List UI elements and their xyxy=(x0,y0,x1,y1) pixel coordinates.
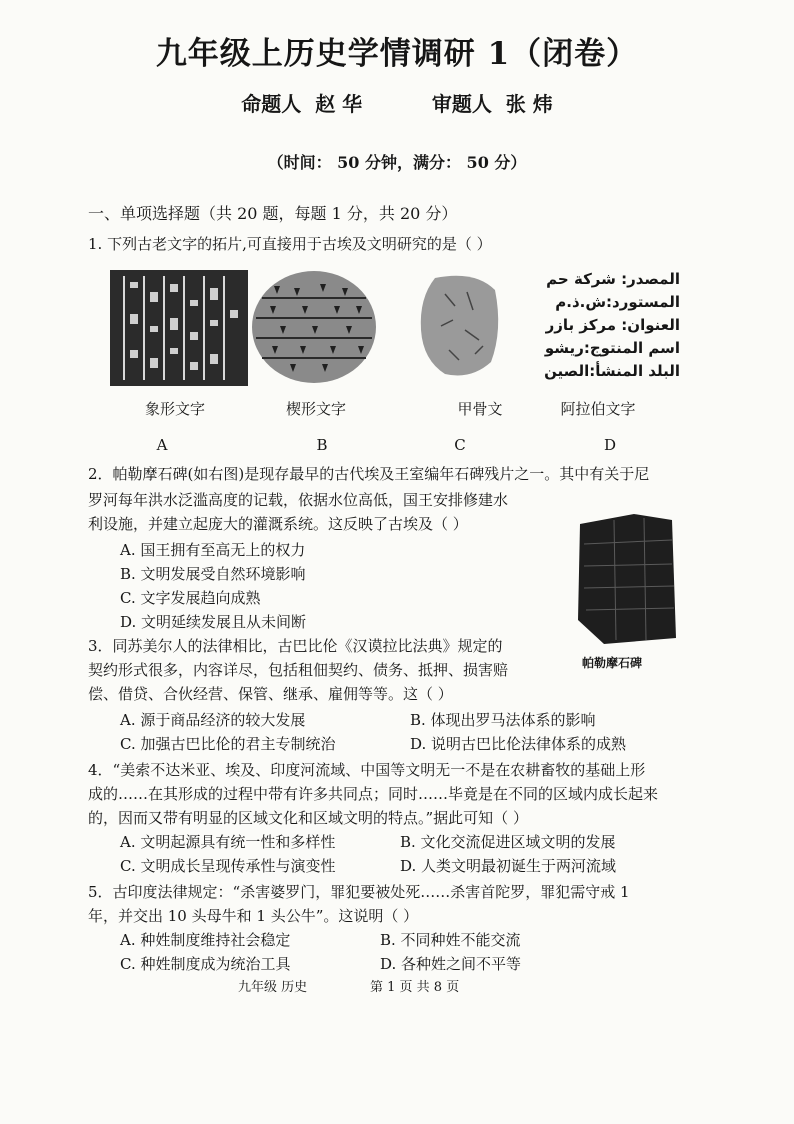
q2-option-a: A. 国王拥有至高无上的权力 xyxy=(120,541,306,559)
q4-option-d: D. 人类文明最初诞生于两河流域 xyxy=(400,857,617,875)
q2-line-1: 2．帕勒摩石碑(如右图)是现存最早的古代埃及王室编年石碑残片之一。其中有关于尼 xyxy=(88,465,650,483)
q3-option-c: C. 加强古巴比伦的君主专制统治 xyxy=(120,735,336,753)
caption-hieroglyph: 象形文字 xyxy=(144,400,205,418)
q3-line-1: 3．同苏美尔人的法律相比，古巴比伦《汉谟拉比法典》规定的 xyxy=(88,637,503,655)
q2-line-3: 利设施，并建立起庞大的灌溉系统。这反映了古埃及（ ） xyxy=(88,515,468,533)
q4-option-b: B. 文化交流促进区域文明的发展 xyxy=(400,833,616,851)
caption-cuneiform: 楔形文字 xyxy=(285,400,346,418)
q3-option-b: B. 体现出罗马法体系的影响 xyxy=(410,711,596,729)
q4-option-a: A. 文明起源具有统一性和多样性 xyxy=(120,833,336,851)
q5-option-c: C. 种姓制度成为统治工具 xyxy=(120,955,291,973)
footer-grade: 九年级 历史 xyxy=(238,980,308,995)
q2-option-c: C. 文字发展趋向成熟 xyxy=(120,589,261,607)
option-letter-c: C xyxy=(454,436,466,454)
footer-page-number: 第 1 页 共 8 页 xyxy=(370,980,460,995)
section-heading: 一、单项选择题（共 20 题，每题 1 分，共 20 分） xyxy=(88,204,458,223)
q3-line-2: 契约形式很多，内容详尽，包括租佃契约、债务、抵押、损害赔 xyxy=(88,661,509,679)
arabic-text-image: المصدر: شركة حم المستورد:ش.ذ.م العنوان: مركز بازر اسم المنتوج:ريشو البلد المنشأ:الصين xyxy=(544,270,680,380)
hieroglyph-rubbing-image xyxy=(110,270,248,386)
q3-option-d: D. 说明古巴比伦法律体系的成熟 xyxy=(410,735,627,753)
q3-option-a: A. 源于商品经济的较大发展 xyxy=(120,711,306,729)
q3-line-3: 偿、借贷、合伙经营、保管、继承、雇佣等等。这（ ） xyxy=(88,685,453,703)
q5-option-b: B. 不同种姓不能交流 xyxy=(380,931,521,949)
palermo-stone-caption: 帕勒摩石碑 xyxy=(582,656,643,670)
option-letter-b: B xyxy=(316,436,328,454)
q4-line-1: 4．“美索不达米亚、埃及、印度河流域、中国等文明无一不是在农耕畜牧的基础上形 xyxy=(88,761,646,779)
q5-line-1: 5．古印度法律规定：“杀害婆罗门，罪犯要被处死……杀害首陀罗，罪犯需守戒 1 xyxy=(88,883,630,901)
caption-oracle-bone: 甲骨文 xyxy=(457,400,503,418)
exam-authors: 命题人 赵 华 审题人 张 炜 xyxy=(241,92,553,116)
q4-option-c: C. 文明成长呈现传承性与演变性 xyxy=(120,857,336,875)
option-letter-a: A xyxy=(156,436,168,454)
palermo-stone-image xyxy=(574,510,678,646)
q1-stem: 1. 下列古老文字的拓片,可直接用于古埃及文明研究的是（ ） xyxy=(88,235,492,253)
q5-option-d: D. 各种姓之间不平等 xyxy=(380,955,522,973)
q5-line-2: 年，并交出 10 头母牛和 1 头公牛”。这说明（ ） xyxy=(88,907,419,925)
option-letter-d: D xyxy=(603,436,617,454)
q2-line-2: 罗河每年洪水泛滥高度的记载，依据水位高低，国王安排修建水 xyxy=(88,491,509,509)
oracle-bone-image xyxy=(415,270,503,380)
q2-option-d: D. 文明延续发展且从未间断 xyxy=(120,613,307,631)
exam-time-info: （时间： 50 分钟，满分： 50 分） xyxy=(267,153,527,172)
q2-option-b: B. 文明发展受自然环境影响 xyxy=(120,565,306,583)
caption-arabic: 阿拉伯文字 xyxy=(560,400,636,418)
exam-title: 九年级上历史学情调研 1（闭卷） xyxy=(155,36,639,72)
q5-option-a: A. 种姓制度维持社会稳定 xyxy=(120,931,291,949)
cuneiform-tablet-image xyxy=(250,268,378,386)
q4-line-2: 成的……在其形成的过程中带有许多共同点；同时……毕竟是在不同的区域内成长起来 xyxy=(88,785,659,803)
q4-line-3: 的，因而又带有明显的区域文化和区域文明的特点。”据此可知（ ） xyxy=(88,809,528,827)
